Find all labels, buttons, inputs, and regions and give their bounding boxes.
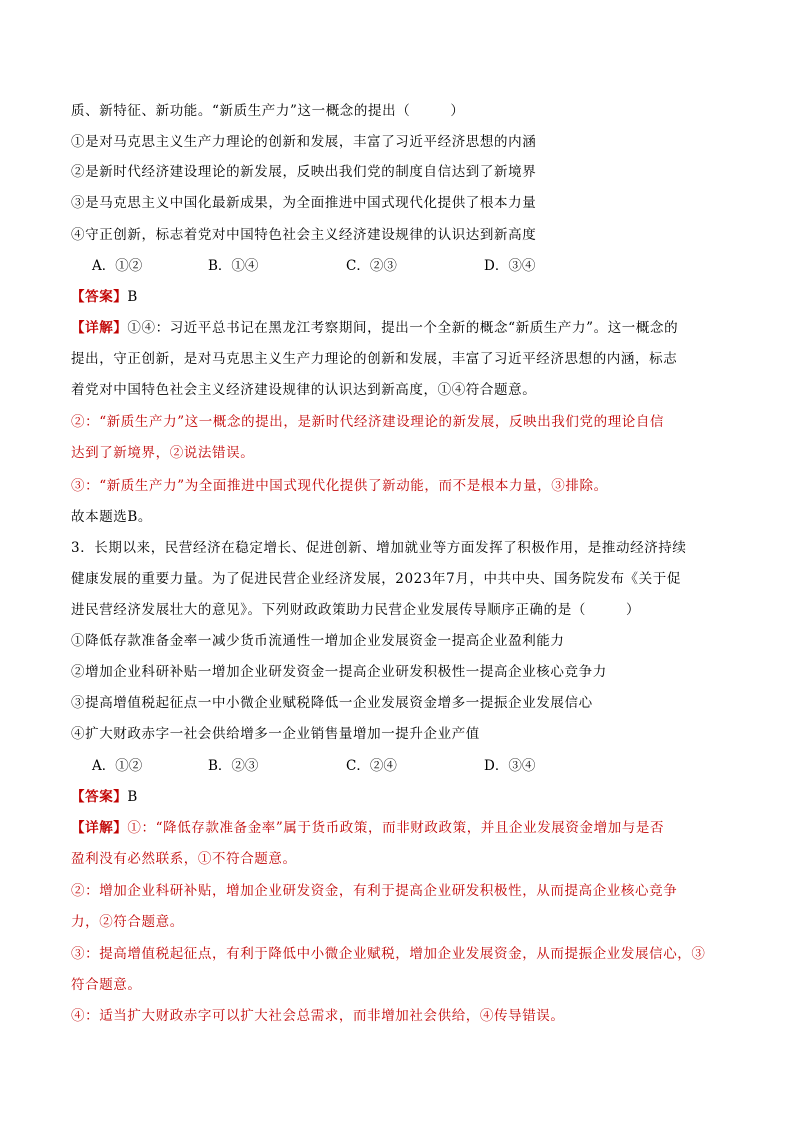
q3-detail-line-3: ②：增加企业科研补贴，增加企业研发资金，有利于提高企业研发积极性，从而提高企业核心竞争 [71, 883, 678, 899]
q3-answer-value: B [127, 789, 138, 805]
q3-item-4: ④扩大财政赤字一社会供给增多一企业销售量增加一提升企业产值 [71, 726, 480, 742]
q2-answer-value: B [127, 289, 138, 305]
q2-stem-text: 质、新特征、新功能。“新质生产力”这一概念的提出（ [71, 103, 411, 119]
q2-answer-tag: 【答案】 [71, 289, 128, 305]
q3-stem-text-3: 进民营经济发展壮大的意见》。下列财政政策助力民营企业发展传导顺序正确的是（ [71, 602, 586, 618]
q3-option-a: A．①② [92, 758, 143, 774]
q3-detail-line-1 [71, 818, 664, 838]
q3-detail-line-5: ③：提高增值税起征点，有利于降低中小微企业赋税，增加企业发展资金，从而提振企业发展信心，③ [71, 946, 706, 962]
q2-option-b: B．①④ [208, 258, 259, 274]
q2-detail-line-4: ②：“新质生产力”这一概念的提出，是新时代经济建设理论的新发展，反映出我们党的理论自信 [71, 414, 665, 430]
q3-stem-line-2: 健康发展的重要力量。为了促进民营企业经济发展，2023年7月，中共中央、国务院发布《关于促 [71, 571, 681, 587]
q3-item-3: ③提高增值税起征点一中小微企业赋税降低一企业发展资金增多一提振企业发展信心 [71, 695, 593, 711]
q2-detail-text-1: ①④：习近平总书记在黑龙江考察期间，提出一个全新的概念“新质生产力”。这一概念的 [127, 320, 679, 336]
q3-item-1: ①降低存款准备金率一减少货币流通性一增加企业发展资金一提高企业盈利能力 [71, 633, 565, 649]
q3-stem-line-1: 3．长期以来，民营经济在稳定增长、促进创新、增加就业等方面发挥了积极作用，是推动经济持续 [71, 540, 687, 556]
q3-detail-line-4: 力，②符合题意。 [71, 914, 184, 930]
q3-stem-close: ） [625, 602, 641, 618]
q3-answer-tag: 【答案】 [71, 789, 128, 805]
q2-item-4: ④守正创新，标志着党对中国特色社会主义经济建设规律的认识达到新高度 [71, 227, 537, 243]
q3-detail-line-7: ④：适当扩大财政赤字可以扩大社会总需求，而非增加社会供给，④传导错误。 [71, 1008, 565, 1024]
q2-item-3: ③是马克思主义中国化最新成果，为全面推进中国式现代化提供了根本力量 [71, 195, 537, 211]
q2-option-c: C．②③ [346, 258, 397, 274]
q3-answer [71, 787, 138, 807]
q2-detail-tag: 【详解】 [71, 320, 128, 336]
q2-detail-line-2: 提出，守正创新，是对马克思主义生产力理论的创新和发展，丰富了习近平经济思想的内涵，标志 [71, 351, 678, 367]
q2-answer [71, 287, 138, 307]
q3-option-c: C．②④ [346, 758, 397, 774]
q2-option-a: A．①② [92, 258, 143, 274]
q2-detail-line-1 [71, 318, 678, 338]
q2-detail-line-6: ③：“新质生产力”为全面推进中国式现代化提供了新动能，而不是根本力量，③排除。 [71, 478, 608, 494]
q2-detail-line-5: 达到了新境界，②说法错误。 [71, 445, 255, 461]
q2-stem [71, 101, 464, 121]
q2-stem-close: ） [450, 103, 465, 119]
q3-item-2: ②增加企业科研补贴一增加企业研发资金一提高企业研发积极性一提高企业核心竞争力 [71, 664, 607, 680]
q3-option-b: B．②③ [208, 758, 259, 774]
q2-item-1: ①是对马克思主义生产力理论的创新和发展，丰富了习近平经济思想的内涵 [71, 134, 537, 150]
q3-detail-tag: 【详解】 [71, 820, 128, 836]
q3-option-d: D．③④ [484, 758, 536, 774]
q2-detail-line-3: 着党对中国特色社会主义经济建设规律的认识达到新高度，①④符合题意。 [71, 382, 537, 398]
q3-detail-text-1: ①：“降低存款准备金率”属于货币政策，而非财政政策，并且企业发展资金增加与是否 [127, 820, 665, 836]
q2-option-d: D．③④ [484, 258, 536, 274]
q2-conclusion: 故本题选B。 [71, 509, 153, 525]
q3-stem-line-3 [71, 600, 640, 620]
q3-detail-line-2: 盈利没有必然联系，①不符合题意。 [71, 851, 297, 867]
q3-detail-line-6: 符合题意。 [71, 977, 142, 993]
q2-item-2: ②是新时代经济建设理论的新发展，反映出我们党的制度自信达到了新境界 [71, 164, 537, 180]
